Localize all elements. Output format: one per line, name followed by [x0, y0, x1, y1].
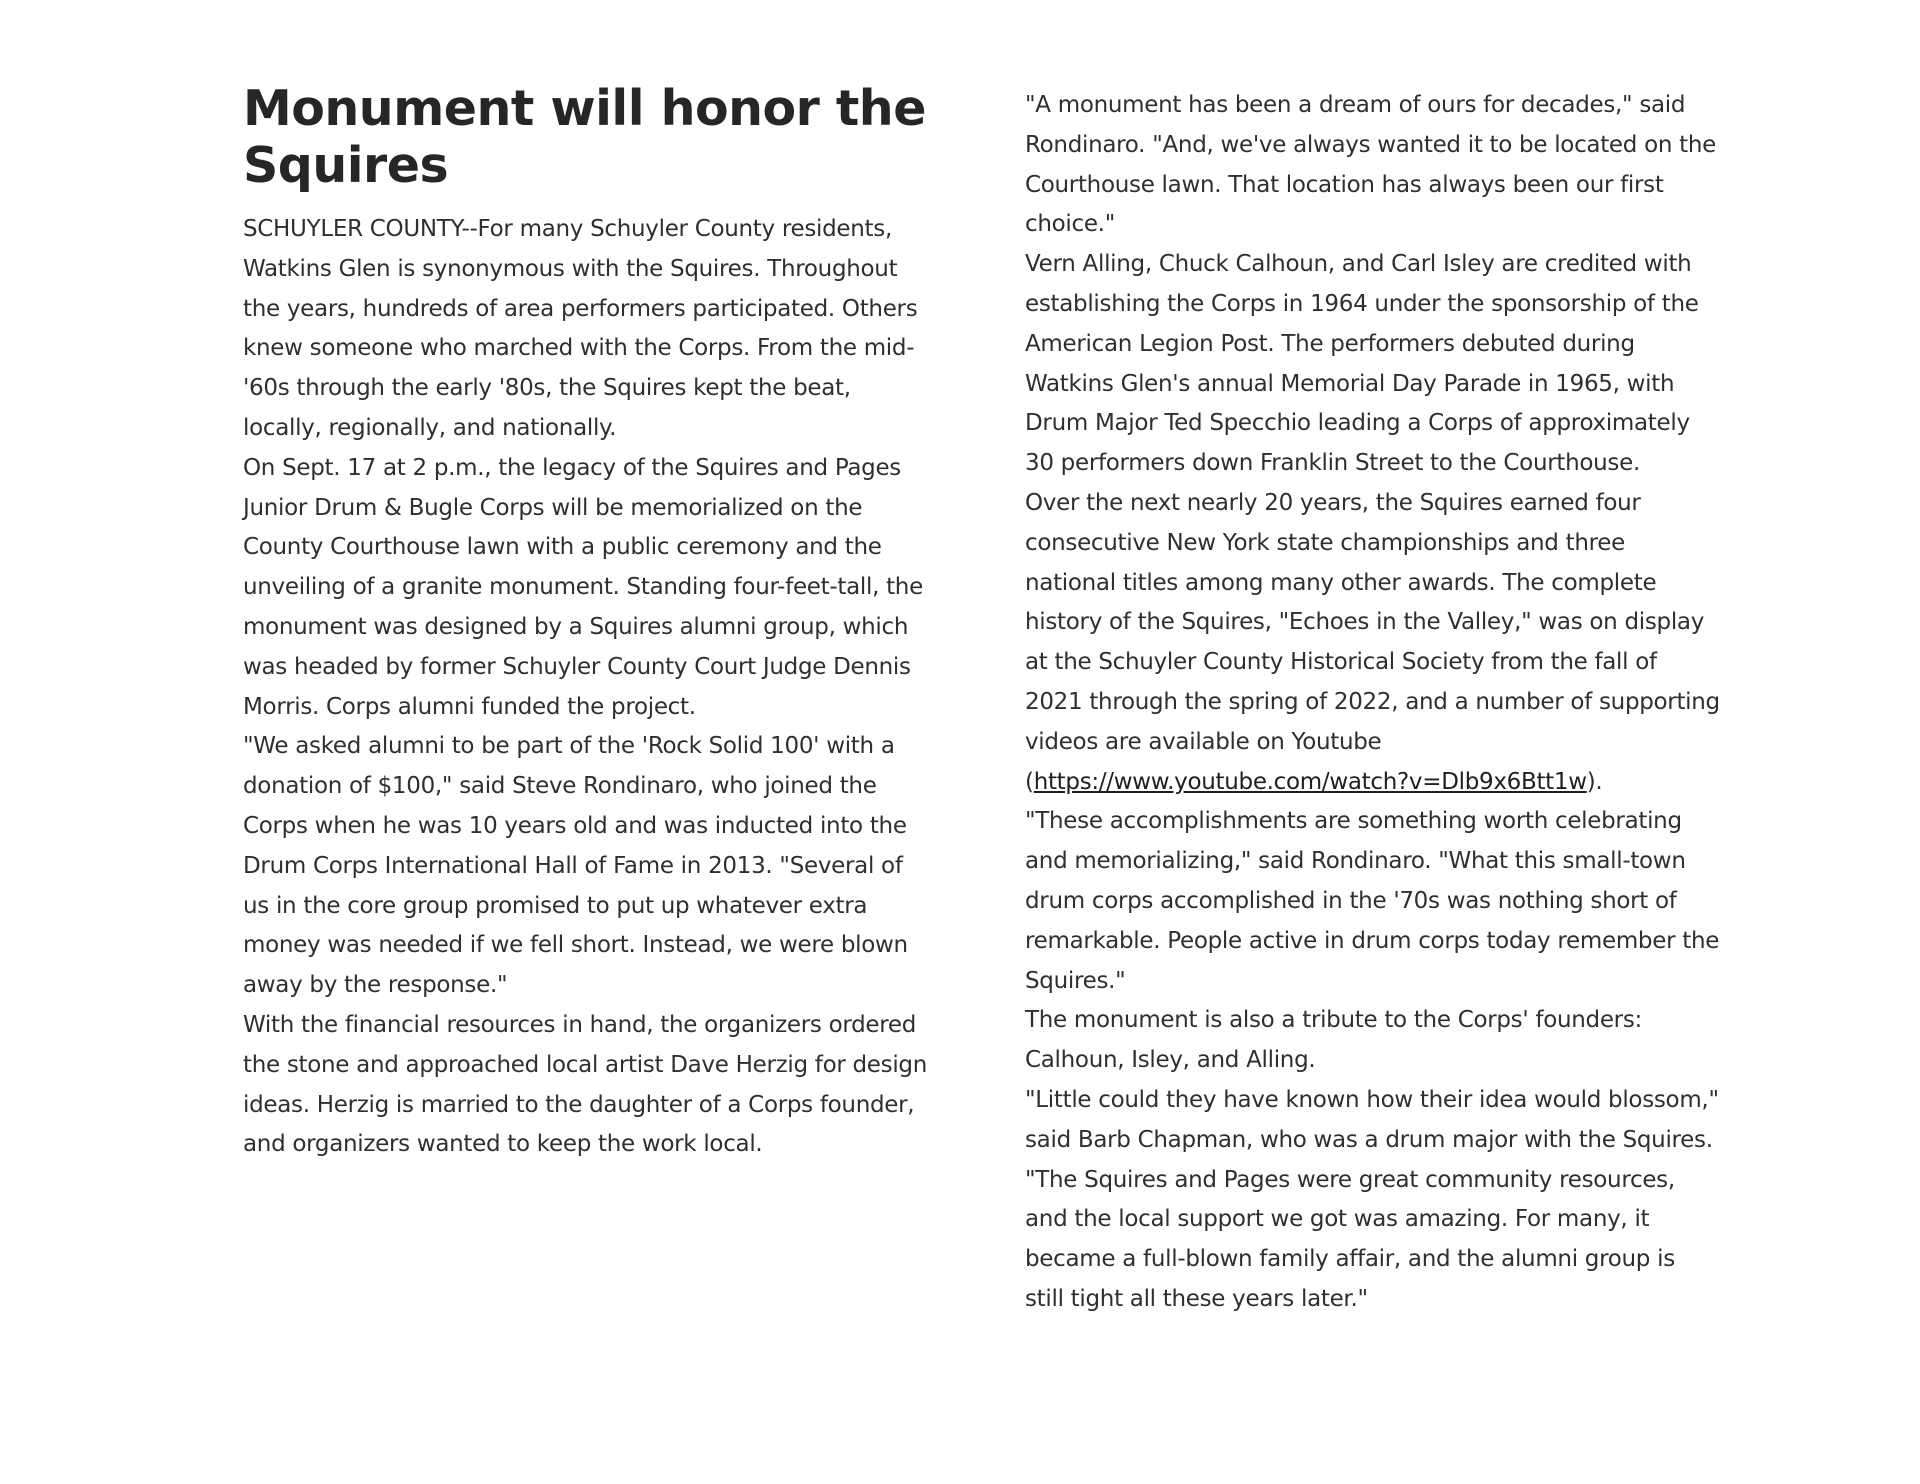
paragraph-text: ). [1586, 768, 1603, 795]
article-paragraph: On Sept. 17 at 2 p.m., the legacy of the Squires and Pages Junior Drum & Bugle Corps will be memorialized on the County Courthouse lawn with a public ceremony and the unveiling of a granite monument. Standing four-feet-tall, the monument was designed by a Squires alumni group, which was headed by former Schuyler County Court Judge Dennis Morris. Corps alumni funded the project. [243, 454, 923, 720]
article-paragraph: "A monument has been a dream of ours for decades," said Rondinaro. "And, we've always wanted it to be located on the Courthouse lawn. That location has always been our first choice." [1025, 92, 1716, 238]
article-left-column [243, 80, 933, 1165]
article-paragraph: With the financial resources in hand, the organizers ordered the stone and approached local artist Dave Herzig for design ideas. Herzig is married to the daughter of a Corps founder, and organizers wanted to keep the work local. [243, 1011, 928, 1158]
article-paragraph: Vern Alling, Chuck Calhoun, and Carl Isley are credited with establishing the Corps in 1964 under the sponsorship of the American Legion Post. The performers debuted during Watkins Glen's annual Memorial Day Parade in 1965, with Drum Major Ted Specchio leading a Corps of approximately 30 performers down Franklin Street to the Courthouse. [1025, 251, 1699, 477]
article-paragraph: The monument is also a tribute to the Corps' founders: Calhoun, Isley, and Alling. [1025, 1007, 1642, 1074]
article-paragraph-with-link [1025, 484, 1720, 802]
article-right-column [1025, 86, 1720, 1320]
youtube-link[interactable]: https://www.youtube.com/watch?v=Dlb9x6Btt1w [1033, 768, 1587, 795]
article-paragraph: "These accomplishments are something worth celebrating and memorializing," said Rondinaro. "What this small-town drum corps accomplished in the '70s was nothing short of remarkable. People active in drum corps today remember the Squires." [1025, 808, 1720, 994]
article-paragraph: "We asked alumni to be part of the 'Rock Solid 100' with a donation of $100," said Steve Rondinaro, who joined the Corps when he was 10 years old and was inducted into the Drum Corps International Hall of Fame in 2013. "Several of us in the core group promised to put up whatever extra money was needed if we fell short. Instead, we were blown away by the response." [243, 733, 908, 999]
article-paragraph: SCHUYLER COUNTY--For many Schuyler County residents, Watkins Glen is synonymous with the Squires. Throughout the years, hundreds of area performers participated. Others knew someone who marched with the Corps. From the mid-'60s through the early '80s, the Squires kept the beat, locally, regionally, and nationally. [243, 216, 918, 441]
article-paragraph: "Little could they have known how their idea would blossom," said Barb Chapman, who was a drum major with the Squires. "The Squires and Pages were great community resources, and the local support we got was amazing. For many, it became a full-blown family affair, and the alumni group is still tight all these years later." [1025, 1086, 1719, 1312]
paragraph-text: Over the next nearly 20 years, the Squires earned four consecutive New York state championships and three national titles among many other awards. The complete history of the Squires, "Echoes in the Valley," was on display at the Schuyler County Historical Society from the fall of 2021 through the spring of 2022, and a number of supporting videos are available on Youtube ( [1025, 489, 1720, 795]
article-headline: Monument will honor the Squires [243, 80, 926, 194]
